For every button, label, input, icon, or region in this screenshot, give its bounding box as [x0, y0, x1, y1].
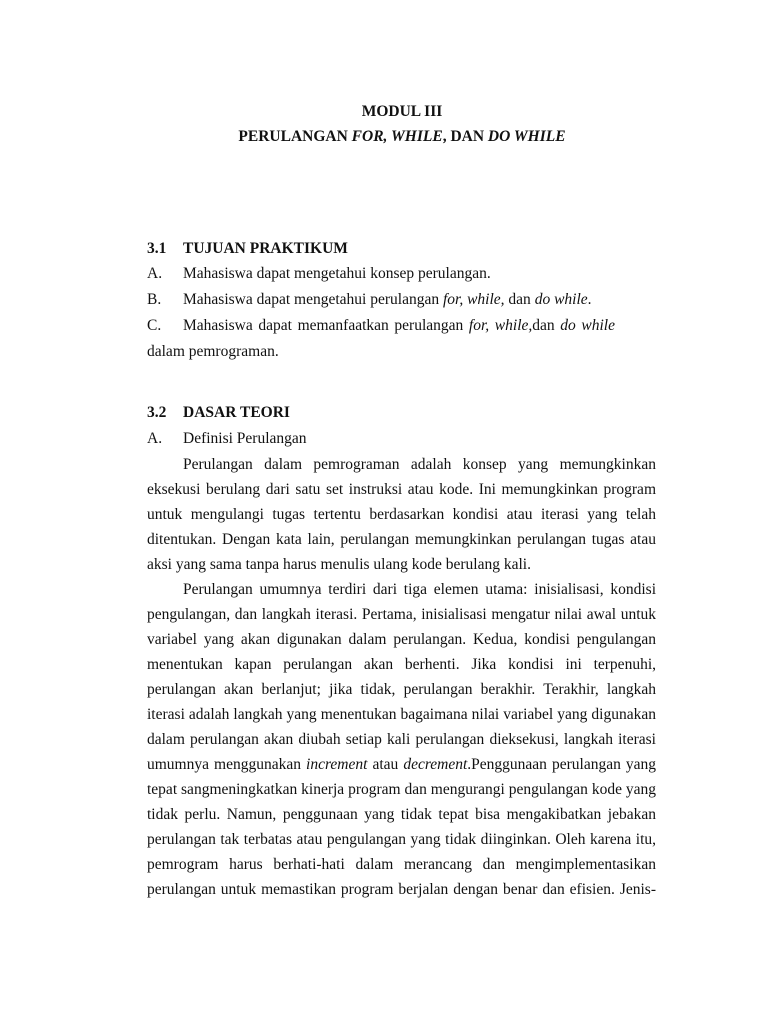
subsection-heading — [147, 430, 643, 448]
section-title: TUJUAN PRAKTIKUM — [183, 240, 348, 257]
list-label: A. — [147, 265, 163, 282]
list-label: B. — [147, 291, 162, 308]
list-em: for, while, — [468, 317, 533, 334]
paragraph-line: menentukan kapan perulangan akan berhenti. Jika kondisi ini terpenuhi, — [147, 656, 656, 673]
paragraph-line: pemrogram harus berhati-hati dalam merancang dan mengimplementasikan — [147, 856, 656, 873]
paragraph-line: ditentukan. Dengan kata lain, perulangan memungkinkan perulangan tugas atau — [147, 531, 656, 548]
paragraph-line: perulangan tak terbatas atau pengulangan yang tidak diinginkan. Oleh karena itu, — [147, 831, 656, 848]
paragraph-line: iterasi adalah langkah yang menentukan bagaimana nilai variabel yang digunakan — [147, 706, 656, 723]
list-item-c — [147, 317, 615, 335]
subtitle-text: PERULANGAN — [238, 128, 352, 145]
section-number: 3.1 — [147, 240, 167, 257]
list-text: Mahasiswa dapat mengetahui perulangan — [183, 291, 443, 308]
list-item-b — [147, 291, 643, 309]
subsection-title: Definisi Perulangan — [183, 430, 307, 447]
paragraph-em-increment: increment — [306, 756, 368, 773]
section-heading-tujuan — [147, 240, 348, 258]
list-em: do while — [534, 291, 588, 308]
paragraph-line: perulangan untuk memastikan program berjalan dengan benar dan efisien. Jenis- — [147, 881, 656, 898]
subtitle-em-for-while: FOR, WHILE — [351, 128, 443, 145]
paragraph-line — [147, 756, 656, 774]
paragraph-text: umumnya menggunakan — [147, 756, 307, 773]
paragraph-line: tepat sangmeningkatkan kinerja program dan mengurangi pengulangan kode yang — [147, 781, 656, 798]
paragraph-line: variabel yang akan digunakan dalam perulangan. Kedua, kondisi pengulangan — [147, 631, 656, 648]
module-subtitle — [18, 128, 768, 146]
paragraph-line: perulangan akan berlanjut; jika tidak, perulangan berakhir. Terakhir, langkah — [147, 681, 656, 698]
paragraph-line: untuk mengulangi tugas tertentu berdasarkan kondisi atau iterasi yang telah — [147, 506, 656, 523]
paragraph-text: atau — [367, 756, 404, 773]
subtitle-em-do-while: DO WHILE — [487, 128, 566, 145]
list-text: dan — [532, 317, 561, 334]
list-text: Mahasiswa dapat memanfaatkan perulangan — [183, 317, 469, 334]
list-text: dan — [504, 291, 535, 308]
list-item-c-continuation: dalam pemrograman. — [147, 343, 279, 360]
paragraph-line: dalam perulangan akan diubah setiap kali perulangan dieksekusi, langkah iterasi — [147, 731, 656, 748]
subtitle-text-dan: , DAN — [442, 128, 488, 145]
section-number: 3.2 — [147, 404, 167, 421]
paragraph-line: tidak perlu. Namun, penggunaan yang tidak tepat bisa mengakibatkan jebakan — [147, 806, 656, 823]
list-em: for, while, — [442, 291, 505, 308]
section-heading-dasar-teori — [147, 404, 290, 422]
list-item-a — [147, 265, 643, 283]
paragraph-line: aksi yang sama tanpa harus menulis ulang kode berulang kali. — [147, 556, 531, 573]
paragraph-line: Perulangan umumnya terdiri dari tiga elemen utama: inisialisasi, kondisi — [183, 581, 656, 598]
paragraph-line: pengulangan, dan langkah iterasi. Pertama, inisialisasi mengatur nilai awal untuk — [147, 606, 656, 623]
list-label: A. — [147, 430, 163, 447]
module-title: MODUL III — [361, 103, 443, 120]
list-em: do while — [560, 317, 615, 334]
list-text: . — [587, 291, 592, 308]
paragraph-text: .Penggunaan perulangan yang — [467, 756, 656, 773]
list-label: C. — [147, 317, 162, 334]
paragraph-em-decrement: decrement — [403, 756, 468, 773]
paragraph-line: eksekusi berulang dari satu set instruksi atau kode. Ini memungkinkan program — [147, 481, 656, 498]
section-title: DASAR TEORI — [183, 404, 290, 421]
paragraph-line: Perulangan dalam pemrograman adalah konsep yang memungkinkan — [183, 456, 656, 473]
list-text: Mahasiswa dapat mengetahui konsep perulangan. — [183, 265, 491, 282]
